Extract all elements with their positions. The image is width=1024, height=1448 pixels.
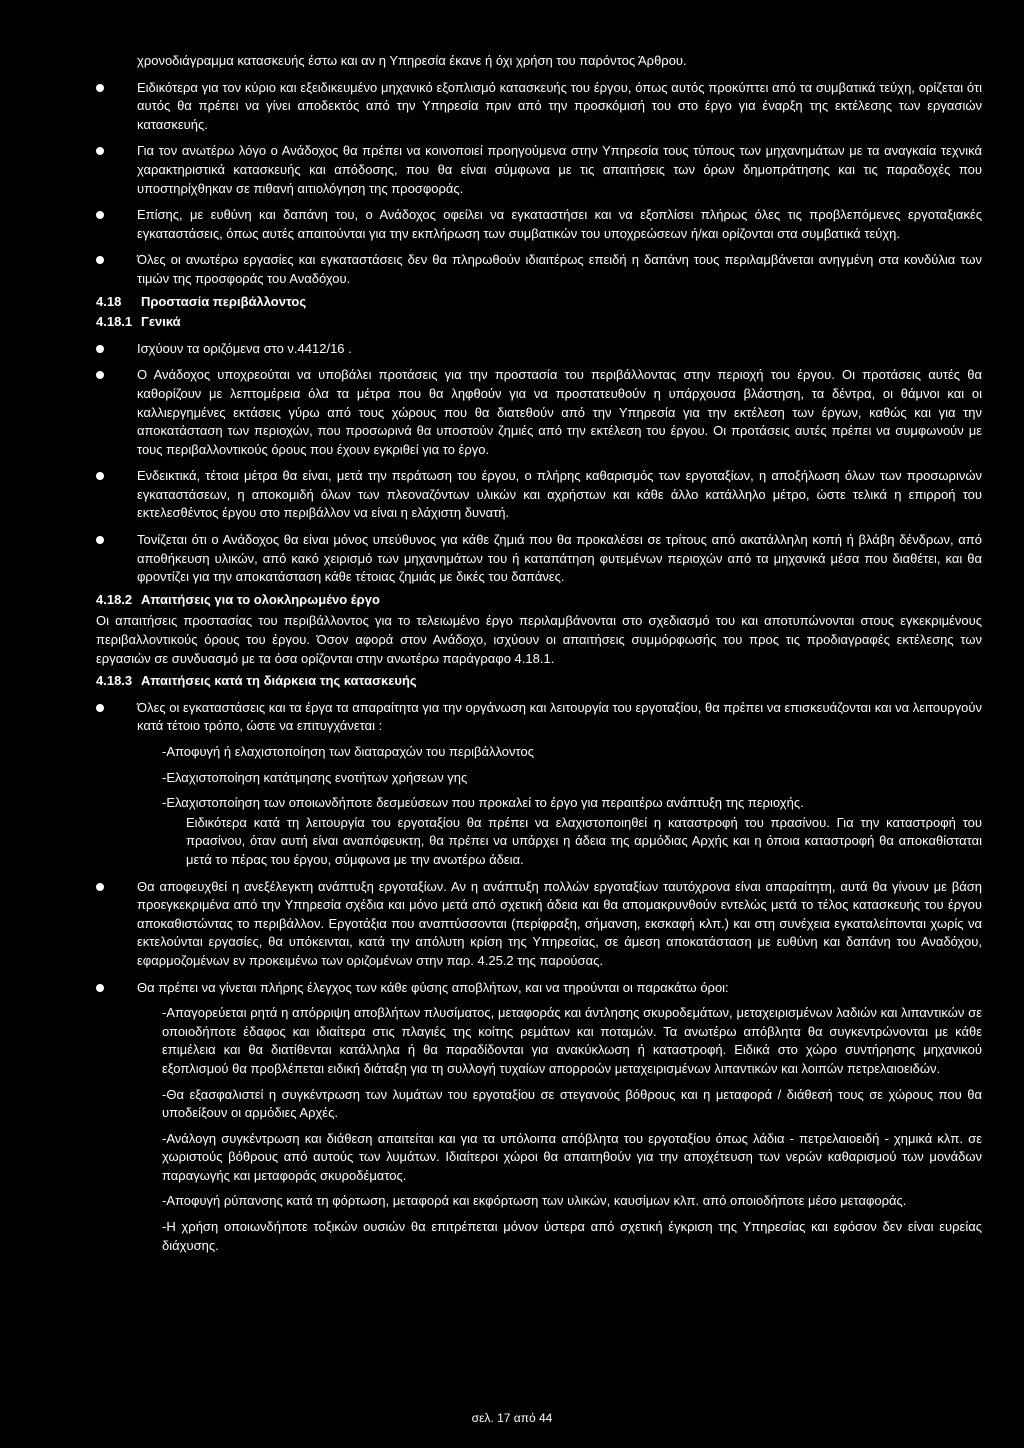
sub-item: -Ελαχιστοποίηση κατάτμησης ενοτήτων χρήσεων γης bbox=[162, 769, 468, 785]
bullet-item: Επίσης, με ευθύνη και δαπάνη του, ο Ανάδοχος οφείλει να εγκαταστήσει και να εξοπλίσει πλήρως όλες τις προβλεπόμενες εργοταξιακές εγκαταστάσεις, όπως αυτές απαιτούνται για την εκπλήρωση των συμβατικών του υποχρεώσεων ή/και ορίζονται στα συμβατικά τεύχη. bbox=[96, 206, 982, 243]
bullet-item: Ισχύουν τα οριζόμενα στο ν.4412/16 . bbox=[96, 340, 982, 359]
bullet-item: Θα αποφευχθεί η ανεξέλεγκτη ανάπτυξη εργοταξίων. Αν η ανάπτυξη πολλών εργοταξίων ταυτόχρονα είναι απαραίτητη, αυτά θα γίνουν με βάση προεγκεκριμένα από την Υπηρεσία σχέδια και μόνο μετά από σχετική άδεια και θα απομακρυνθούν εντελώς μετά το τέλος κατασκευής του έργου αποκαθιστώντας το περιβάλλον. Εργοτάξια που αναπτύσσονται (περίφραξη, σήμανση, εκσκαφή κλπ.) και στη συνέχεια εγκαταλείπονται χωρίς να εκτελούνται εργασίες, θα υπόκεινται, κατά την απόλυτη κρίση της Υπηρεσίας, σε άμεση αποκατάσταση με ευθύνη και δαπάνη του Αναδόχου, εφαρμοζομένων εν προκειμένω των οριζομένων στην παρ. 4.25.2 της παρούσας. bbox=[96, 878, 982, 971]
bullet-dot-icon bbox=[96, 345, 104, 353]
bullet-dot-icon bbox=[96, 84, 104, 92]
bullet-dot-icon bbox=[96, 984, 104, 992]
bullet-item: Τονίζεται ότι ο Ανάδοχος θα είναι μόνος υπεύθυνος για κάθε ζημιά που θα προκαλέσει σε τρίτους από ακατάλληλη κοπή ή βλάβη δένδρων, από αποθήκευση υλικών, από κακό χειρισμό των μηχανημάτων του ή καταπάτηση φυτεμένων περιοχών από τα μηχανικά μέσα που διαθέτει, και θα φροντίζει για την αποκατάσταση κάθε τέτοιας ζημιάς με δικές του δαπάνες. bbox=[96, 531, 982, 587]
sub-item: -Αποφυγή ή ελαχιστοποίηση των διαταραχών του περιβάλλοντος bbox=[162, 744, 534, 759]
sub-item: -Η χρήση οποιωνδήποτε τοξικών ουσιών θα επιτρέπεται μόνον ύστερα από σχετική έγκριση της Υπηρεσίας και εφόσον δεν είναι ευρείας διάχυσης. bbox=[162, 1219, 982, 1253]
bullet-item: Ειδικότερα για τον κύριο και εξειδικευμένο μηχανικό εξοπλισμό κατασκευής του έργου, όπως αυτός προκύπτει από τα συμβατικά τεύχη, ορίζεται ότι αυτός θα πρέπει να γίνει αποδεκτός από την Υπηρεσία πριν από την προσκόμισή του στο έργο για έναρξη της εκτέλεσης των εργασιών κατασκευής. bbox=[96, 79, 982, 135]
sub-item: -Θα εξασφαλιστεί η συγκέντρωση των λυμάτων του εργοταξίου σε στεγανούς βόθρους και η μεταφορά / διάθεσή τους σε χώρους που θα υποδείξουν οι αρμόδιες Αρχές. bbox=[162, 1086, 982, 1121]
sub-item: -Ελαχιστοποίηση των οποιωνδήποτε δεσμεύσεων που προκαλεί το έργο για περαιτέρω ανάπτυξη της περιοχής. bbox=[162, 795, 804, 811]
page-content bbox=[96, 52, 982, 1255]
section-heading-4-18-1: 4.18.1 Γενικά bbox=[96, 314, 181, 330]
bullet-item: Θα πρέπει να γίνεται πλήρης έλεγχος των κάθε φύσης αποβλήτων, και να τηρούνται οι παρακάτω όροι: bbox=[96, 979, 982, 998]
paragraph-4-18-2: Οι απαιτήσεις προστασίας του περιβάλλοντος για το τελειωμένο έργο περιλαμβάνονται στο σχεδιασμό του και αποτυπώνονται στους εγκεκριμένους περιβαλλοντικούς όρους του έργου. Όσον αφορά στον Ανάδοχο, ισχύουν οι απαιτήσεις συμμόρφωσής του προς τις προδιαγραφές εκτέλεσης των εργασιών σε συνδυασμό με τα όσα ορίζονται στην ανωτέρω παράγραφο 4.18.1. bbox=[96, 613, 982, 666]
bullet-dot-icon bbox=[96, 256, 104, 264]
bullet-dot-icon bbox=[96, 211, 104, 219]
section-heading-4-18-3: 4.18.3 Απαιτήσεις κατά τη διάρκεια της κατασκευής bbox=[96, 673, 417, 689]
bullet-item: Όλες οι εγκαταστάσεις και τα έργα τα απαραίτητα για την οργάνωση και λειτουργία του εργοταξίου, θα πρέπει να επισκευάζονται και να λειτουργούν κατά τέτοιο τρόπο, ώστε να επιτυγχάνεται : bbox=[96, 699, 982, 736]
sub-paragraph: Ειδικότερα κατά τη λειτουργία του εργοταξίου θα πρέπει να ελαχιστοποιηθεί η καταστροφή του πρασίνου. Για την καταστροφή του πρασίνου, όταν αυτή είναι αναπόφευκτη, θα πρέπει να υπάρχει η άδεια της αρμόδιας Αρχής και η όποια καταστροφή θα αποκαθίσταται μετά το πέρας του έργου, σύμφωνα με την ανωτέρω άδεια. bbox=[186, 814, 982, 867]
section-heading-4-18-2: 4.18.2 Απαιτήσεις για το ολοκληρωμένο έργο bbox=[96, 591, 380, 607]
bullet-item: Ο Ανάδοχος υποχρεούται να υποβάλει προτάσεις για την προστασία του περιβάλλοντας στην περιοχή του έργου. Οι προτάσεις αυτές θα καθορίζουν με λεπτομέρεια όλα τα μέτρα που θα ληφθούν για να προστατευθούν η υπάρχουσα βλάστηση, τα δέντρα, οι θάμνοι και οι καλλιεργημένες εκτάσεις γύρω από τους χώρους που θα διατεθούν από την Υπηρεσία για την εκτέλεση των έργων, καθώς και για την αποκατάσταση των περιοχών, που προσωρινά θα υποστούν ζημιές από την εκτέλεση του έργου. Οι προτάσεις αυτές πρέπει να συμφωνούν με τους περιβαλλοντικούς όρους που έχουν εγκριθεί για το έργο. bbox=[96, 366, 982, 459]
bullet-item: Όλες οι ανωτέρω εργασίες και εγκαταστάσεις δεν θα πληρωθούν ιδιαιτέρως επειδή η δαπάνη τους περιλαμβάνεται ανηγμένη στα κονδύλια των τιμών της προσφοράς του Αναδόχου. bbox=[96, 251, 982, 288]
section-heading-4-18: 4.18 Προστασία περιβάλλοντος bbox=[96, 293, 307, 309]
bullet-dot-icon bbox=[96, 472, 104, 480]
sub-item: -Απαγορεύεται ρητά η απόρριψη αποβλήτων πλυσίματος, μεταφοράς και άντλησης σκυροδεμάτων, μεταχειρισμένων λαδιών και λιπαντικών σε οποιοδήποτε έδαφος και ιδιαίτερα στις πλαγιές της κοίτης ρεμάτων και ποταμών. Τα ανωτέρω απόβλητα θα συγκεντρώνονται με κάθε επιμέλεια και θα διατίθενται κατάλληλα ή θα παραδίδονται για ανακύκλωση ή καταστροφή. Ειδικά στο χώρο συντήρησης μηχανικού εξοπλισμού θα προβλέπεται ειδική διάταξη για τη συλλογή τυχαίων απορροών μεταχειρισμένων λιπαντικών και λοιπών πετρελαιοειδών. bbox=[162, 1005, 982, 1076]
bullet-dot-icon bbox=[96, 536, 104, 544]
bullet-item: Ενδεικτικά, τέτοια μέτρα θα είναι, μετά την περάτωση του έργου, ο πλήρης καθαρισμός των εργοταξίων, η αποξήλωση όλων των προσωρινών εγκαταστάσεων, η αποκομιδή όλων των πλεοναζόντων υλικών και αχρήστων και κάθε άλλο κατάλληλο μέτρο, ώστε τελικά η επιρροή του εκτελεσθέντος έργου στο περιβάλλον να είναι η ελάχιστη δυνατή. bbox=[96, 467, 982, 523]
bullet-dot-icon bbox=[96, 147, 104, 155]
sub-item: -Ανάλογη συγκέντρωση και διάθεση απαιτείται και για τα υπόλοιπα απόβλητα του εργοταξίου όπως λάδια - πετρελαιοειδή - χημικά κλπ. σε χωριστούς βόθρους από αυτούς των λυμάτων. Ιδιαίτεροι χώροι θα απαιτηθούν για την αποχέτευση των νερών καθαρισμού των μονάδων παραγωγής και μεταφοράς σκυροδέματος. bbox=[162, 1130, 982, 1183]
sub-item: -Αποφυγή ρύπανσης κατά τη φόρτωση, μεταφορά και εκφόρτωση των υλικών, καυσίμων κλπ. από οποιοδήποτε μέσο μεταφοράς. bbox=[162, 1193, 907, 1209]
bullet-dot-icon bbox=[96, 371, 104, 379]
page-number-footer: σελ. 17 από 44 bbox=[471, 1411, 553, 1425]
bullet-dot-icon bbox=[96, 883, 104, 891]
bullet-dot-icon bbox=[96, 704, 104, 712]
bullet-item: Για τον ανωτέρω λόγο ο Ανάδοχος θα πρέπει να κοινοποιεί προηγούμενα στην Υπηρεσία τους τύπους των μηχανημάτων με τα αναγκαία τεχνικά χαρακτηριστικά κατασκευής και απόδοσης, που θα είναι σύμφωνα με τις απαιτήσεις των όρων δημοπράτησης και τις παραδοχές που υποστηρίχθηκαν σε πιθανή αιτιολόγηση της προσφοράς. bbox=[96, 142, 982, 198]
paragraph-continuation: χρονοδιάγραμμα κατασκευής έστω και αν η Υπηρεσία έκανε ή όχι χρήση του παρόντος Άρθρου. bbox=[137, 53, 687, 68]
